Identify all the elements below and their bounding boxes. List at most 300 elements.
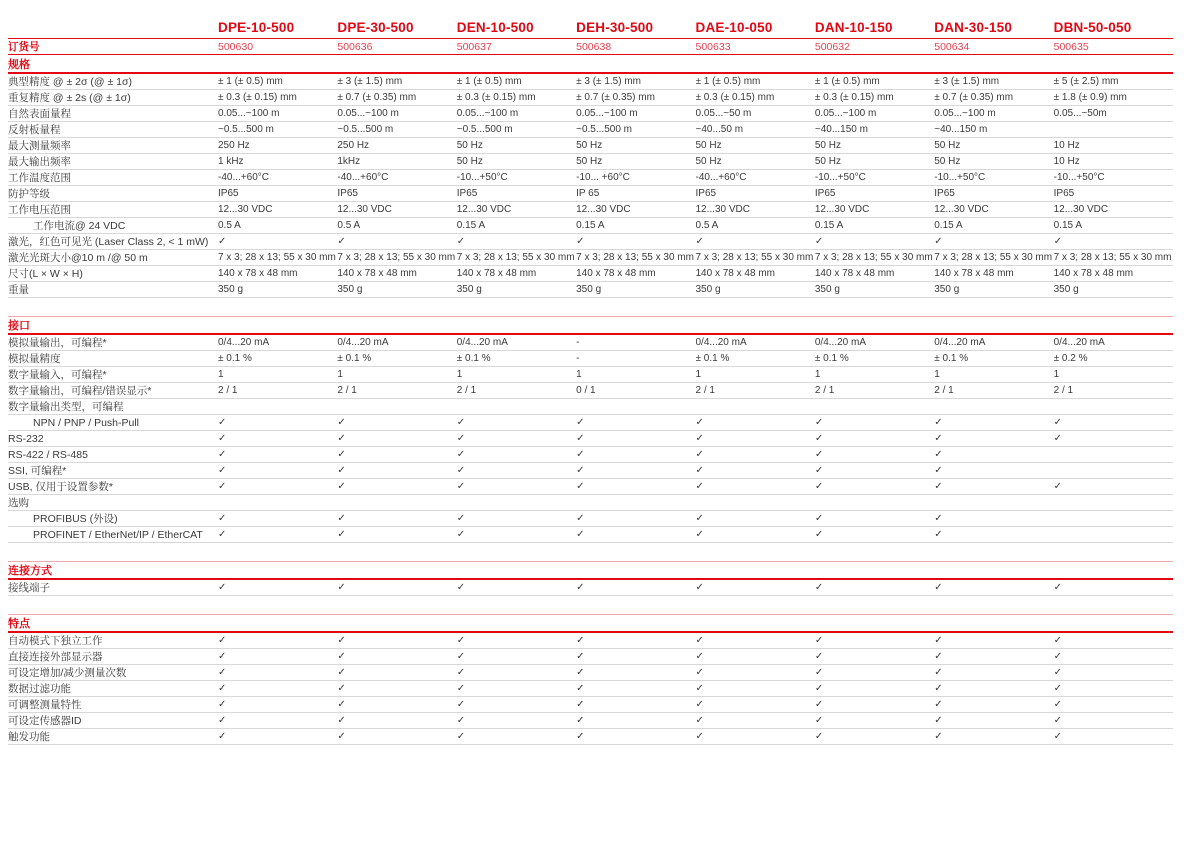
cell-value: ~40...150 m <box>814 124 868 135</box>
cell-value: 0.05...~100 m <box>814 108 877 119</box>
cell-value: 0.15 A <box>576 220 605 231</box>
check-mark: ✓ <box>576 582 585 593</box>
check-mark: ✓ <box>934 433 943 444</box>
check-mark: ✓ <box>814 731 824 742</box>
check-mark: ✓ <box>576 417 585 428</box>
cell-value: 350 g <box>576 284 602 295</box>
row-label: 触发功能 <box>8 731 50 743</box>
row-label: PROFIBUS (外设) <box>33 513 118 525</box>
check-mark: ✓ <box>337 582 346 593</box>
row-label: 自然表面量程 <box>8 108 71 120</box>
check-mark: ✓ <box>337 529 346 540</box>
cell-value: 0/4...20 mA <box>934 337 986 348</box>
spec-row <box>8 234 1173 250</box>
spec-row <box>8 138 1173 154</box>
cell-value: ~40...150 m <box>934 124 988 135</box>
cell-value: ± 5 (± 2.5) mm <box>1053 76 1119 87</box>
check-mark: ✓ <box>218 731 227 742</box>
cell-value: ± 0.3 (± 0.15) mm <box>814 92 894 103</box>
check-mark: ✓ <box>814 699 824 710</box>
spec-row <box>8 266 1173 282</box>
check-mark: ✓ <box>218 635 227 646</box>
spec-row <box>8 351 1173 367</box>
check-mark: ✓ <box>695 513 704 524</box>
check-mark: ✓ <box>337 417 346 428</box>
check-mark: ✓ <box>934 236 943 247</box>
cell-value: ± 0.7 (± 0.35) mm <box>337 92 417 103</box>
cell-value: ± 0.1 % <box>456 353 491 364</box>
cell-value: ± 0.1 % <box>934 353 969 364</box>
cell-value: 50 Hz <box>814 140 841 151</box>
cell-value: IP65 <box>337 188 358 199</box>
check-mark: ✓ <box>218 465 227 476</box>
check-mark: ✓ <box>337 715 346 726</box>
row-label: SSI, 可编程* <box>8 465 67 477</box>
column-header-model: DEH-30-500 <box>576 20 654 35</box>
cell-value: 7 x 3; 28 x 13; 55 x 30 mm <box>1053 252 1172 263</box>
row-label: 工作电压范围 <box>8 204 71 216</box>
check-mark: ✓ <box>218 715 227 726</box>
cell-value: ~0.5...500 m <box>218 124 274 135</box>
check-mark: ✓ <box>1053 651 1063 662</box>
check-mark: ✓ <box>337 465 346 476</box>
cell-value: 50 Hz <box>934 156 961 167</box>
cell-value: ± 0.3 (± 0.15) mm <box>456 92 536 103</box>
spec-row <box>8 697 1173 713</box>
check-mark: ✓ <box>695 417 704 428</box>
cell-value: 140 x 78 x 48 mm <box>337 268 417 279</box>
check-mark: ✓ <box>576 699 585 710</box>
cell-value: ~0.5...500 m <box>456 124 513 135</box>
check-mark: ✓ <box>576 465 585 476</box>
check-mark: ✓ <box>456 731 466 742</box>
cell-value: 0.05...~50m <box>1053 108 1107 119</box>
check-mark: ✓ <box>456 683 466 694</box>
row-label: 防护等级 <box>8 188 50 200</box>
check-mark: ✓ <box>456 529 466 540</box>
check-mark: ✓ <box>814 683 824 694</box>
check-mark: ✓ <box>218 481 227 492</box>
cell-value: 50 Hz <box>456 156 483 167</box>
spec-row <box>8 202 1173 218</box>
spec-row <box>8 431 1173 447</box>
cell-value: ± 1 (± 0.5) mm <box>218 76 283 87</box>
cell-value: ± 0.7 (± 0.35) mm <box>934 92 1014 103</box>
spec-row <box>8 580 1173 596</box>
cell-value: 0.15 A <box>456 220 486 231</box>
cell-value: 12...30 VDC <box>814 204 870 215</box>
column-header-model: DAN-10-150 <box>814 20 893 35</box>
check-mark: ✓ <box>1053 731 1063 742</box>
spec-row <box>8 415 1173 431</box>
cell-value: ± 0.1 % <box>814 353 849 364</box>
cell-value: 10 Hz <box>1053 156 1080 167</box>
check-mark: ✓ <box>695 635 704 646</box>
cell-value: 50 Hz <box>814 156 841 167</box>
check-mark: ✓ <box>456 513 466 524</box>
check-mark: ✓ <box>695 683 704 694</box>
check-mark: ✓ <box>218 449 227 460</box>
spec-row <box>8 74 1173 90</box>
check-mark: ✓ <box>1053 683 1063 694</box>
check-mark: ✓ <box>1053 699 1063 710</box>
cell-value: 1kHz <box>337 156 361 167</box>
cell-value: 7 x 3; 28 x 13; 55 x 30 mm <box>814 252 933 263</box>
cell-value: ± 0.1 % <box>218 353 252 364</box>
check-mark: ✓ <box>337 635 346 646</box>
cell-value: 0/4...20 mA <box>218 337 270 348</box>
cell-value: 2 / 1 <box>934 385 954 396</box>
cell-value: 0.15 A <box>814 220 844 231</box>
cell-value: - <box>576 353 580 364</box>
spec-row <box>8 681 1173 697</box>
cell-value: 140 x 78 x 48 mm <box>576 268 656 279</box>
order-number: 500632 <box>814 40 850 53</box>
cell-value: 1 <box>695 369 702 380</box>
cell-value: 0/4...20 mA <box>695 337 747 348</box>
check-mark: ✓ <box>934 683 943 694</box>
cell-value: IP 65 <box>576 188 600 199</box>
spec-row <box>8 713 1173 729</box>
check-mark: ✓ <box>456 582 466 593</box>
check-mark: ✓ <box>695 715 704 726</box>
cell-value: 250 Hz <box>337 140 370 151</box>
row-label: 数字量输出，可编程/错误显示* <box>8 385 152 397</box>
spec-row <box>8 186 1173 202</box>
cell-value: 350 g <box>456 284 482 295</box>
order-number: 500634 <box>934 40 970 53</box>
cell-value: ± 0.1 % <box>337 353 372 364</box>
section-title-row <box>8 316 1173 335</box>
check-mark: ✓ <box>218 529 227 540</box>
cell-value: 0/4...20 mA <box>814 337 867 348</box>
check-mark: ✓ <box>456 715 466 726</box>
check-mark: ✓ <box>337 667 346 678</box>
cell-value: 0.15 A <box>1053 220 1082 231</box>
cell-value: ± 1 (± 0.5) mm <box>695 76 761 87</box>
check-mark: ✓ <box>456 465 466 476</box>
cell-value: 7 x 3; 28 x 13; 55 x 30 mm <box>456 252 575 263</box>
check-mark: ✓ <box>934 731 943 742</box>
check-mark: ✓ <box>576 731 585 742</box>
check-mark: ✓ <box>456 651 466 662</box>
check-mark: ✓ <box>814 449 824 460</box>
spec-row <box>8 122 1173 138</box>
cell-value: 7 x 3; 28 x 13; 55 x 30 mm <box>934 252 1053 263</box>
cell-value: ± 0.3 (± 0.15) mm <box>695 92 775 103</box>
cell-value: IP65 <box>456 188 478 199</box>
cell-value: 250 Hz <box>218 140 250 151</box>
check-mark: ✓ <box>1053 433 1063 444</box>
cell-value: 140 x 78 x 48 mm <box>814 268 895 279</box>
check-mark: ✓ <box>814 236 824 247</box>
check-mark: ✓ <box>934 635 943 646</box>
cell-value: 1 <box>456 369 463 380</box>
cell-value: 1 <box>218 369 224 380</box>
row-label: 数字量输出类型，可编程 <box>8 401 124 413</box>
cell-value: 50 Hz <box>934 140 961 151</box>
cell-value: 0.05...~100 m <box>456 108 519 119</box>
row-label: 重量 <box>8 284 29 296</box>
spec-row <box>8 527 1173 543</box>
cell-value: 0.5 A <box>695 220 719 231</box>
cell-value: 0.05...~100 m <box>337 108 399 119</box>
cell-value: 350 g <box>814 284 840 295</box>
cell-value: ± 3 (± 1.5) mm <box>934 76 1000 87</box>
row-label: 激光光斑大小@10 m /@ 50 m <box>8 252 148 264</box>
cell-value: 50 Hz <box>695 140 722 151</box>
check-mark: ✓ <box>337 731 346 742</box>
cell-value: 0/4...20 mA <box>337 337 389 348</box>
check-mark: ✓ <box>337 683 346 694</box>
order-row-label: 订货号 <box>8 41 40 53</box>
cell-value: 0/4...20 mA <box>456 337 508 348</box>
cell-value: ± 0.2 % <box>1053 353 1088 364</box>
spec-row <box>8 479 1173 495</box>
cell-value: 50 Hz <box>456 140 483 151</box>
section-title: 特点 <box>8 618 30 630</box>
column-header-model: DAN-30-150 <box>934 20 1013 35</box>
column-header-model: DPE-30-500 <box>337 20 414 35</box>
column-header-model: DAE-10-050 <box>695 20 773 35</box>
section-title: 接口 <box>8 320 30 332</box>
cell-value: -40...+60°C <box>218 172 269 183</box>
row-label: 模拟量输出，可编程* <box>8 337 107 349</box>
cell-value: ± 0.7 (± 0.35) mm <box>576 92 655 103</box>
row-label: 可设定传感器ID <box>8 715 82 727</box>
table-section <box>8 316 1173 543</box>
cell-value: 140 x 78 x 48 mm <box>934 268 1014 279</box>
cell-value: -10...+50°C <box>814 172 866 183</box>
row-label: USB, 仅用于设置参数* <box>8 481 114 493</box>
check-mark: ✓ <box>934 417 943 428</box>
check-mark: ✓ <box>576 449 585 460</box>
cell-value: 50 Hz <box>576 156 603 167</box>
check-mark: ✓ <box>934 449 943 460</box>
check-mark: ✓ <box>695 433 704 444</box>
cell-value: ± 0.1 % <box>695 353 730 364</box>
check-mark: ✓ <box>695 667 704 678</box>
cell-value: 350 g <box>1053 284 1079 295</box>
section-title-row <box>8 561 1173 580</box>
row-label: 重复精度 @ ± 2s (@ ± 1σ) <box>8 92 131 104</box>
check-mark: ✓ <box>695 651 704 662</box>
check-mark: ✓ <box>695 731 704 742</box>
section-title-row <box>8 56 1173 74</box>
check-mark: ✓ <box>1053 667 1063 678</box>
check-mark: ✓ <box>218 513 227 524</box>
spec-row <box>8 154 1173 170</box>
check-mark: ✓ <box>814 651 824 662</box>
cell-value: ~40...50 m <box>695 124 744 135</box>
check-mark: ✓ <box>456 635 466 646</box>
cell-value: 0.05...~100 m <box>218 108 280 119</box>
cell-value: 350 g <box>218 284 244 295</box>
cell-value: -10...+50°C <box>1053 172 1105 183</box>
spec-row <box>8 282 1173 298</box>
model-header-row <box>8 20 1173 38</box>
cell-value: 1 <box>576 369 582 380</box>
check-mark: ✓ <box>1053 417 1063 428</box>
cell-value: 7 x 3; 28 x 13; 55 x 30 mm <box>218 252 336 263</box>
check-mark: ✓ <box>814 715 824 726</box>
row-label: 尺寸(L × W × H) <box>8 268 83 280</box>
row-label: 模拟量精度 <box>8 353 61 365</box>
table-section <box>8 56 1173 298</box>
cell-value: 0 / 1 <box>576 385 596 396</box>
check-mark: ✓ <box>576 513 585 524</box>
cell-value: -40...+60°C <box>337 172 389 183</box>
cell-value: 140 x 78 x 48 mm <box>1053 268 1134 279</box>
cell-value: 12...30 VDC <box>695 204 750 215</box>
check-mark: ✓ <box>695 582 704 593</box>
check-mark: ✓ <box>218 433 227 444</box>
column-header-model: DPE-10-500 <box>218 20 295 35</box>
cell-value: 0.5 A <box>218 220 241 231</box>
spec-row <box>8 511 1173 527</box>
check-mark: ✓ <box>337 481 346 492</box>
check-mark: ✓ <box>934 651 943 662</box>
cell-value: -10... +60°C <box>576 172 630 183</box>
check-mark: ✓ <box>695 699 704 710</box>
spec-row <box>8 218 1173 234</box>
check-mark: ✓ <box>1053 715 1063 726</box>
cell-value: 50 Hz <box>695 156 722 167</box>
check-mark: ✓ <box>337 236 346 247</box>
cell-value: ~0.5...500 m <box>576 124 632 135</box>
check-mark: ✓ <box>337 433 346 444</box>
row-label: 数据过滤功能 <box>8 683 71 695</box>
cell-value: 7 x 3; 28 x 13; 55 x 30 mm <box>576 252 694 263</box>
cell-value: 2 / 1 <box>218 385 238 396</box>
cell-value: 12...30 VDC <box>218 204 273 215</box>
cell-value: 10 Hz <box>1053 140 1080 151</box>
check-mark: ✓ <box>814 433 824 444</box>
section-title: 连接方式 <box>8 565 52 577</box>
check-mark: ✓ <box>934 481 943 492</box>
spec-row <box>8 463 1173 479</box>
cell-value: -40...+60°C <box>695 172 747 183</box>
cell-value: ± 3 (± 1.5) mm <box>576 76 641 87</box>
row-label: 可调整测量特性 <box>8 699 82 711</box>
order-number: 500637 <box>456 40 492 53</box>
check-mark: ✓ <box>814 417 824 428</box>
order-number-row <box>8 38 1173 55</box>
table-section <box>8 614 1173 745</box>
cell-value: 2 / 1 <box>337 385 357 396</box>
cell-value: -10...+50°C <box>456 172 508 183</box>
check-mark: ✓ <box>456 699 466 710</box>
check-mark: ✓ <box>576 667 585 678</box>
row-label: RS-232 <box>8 432 44 445</box>
spec-row <box>8 447 1173 463</box>
check-mark: ✓ <box>814 667 824 678</box>
check-mark: ✓ <box>1053 236 1063 247</box>
cell-value: 0/4...20 mA <box>1053 337 1105 348</box>
cell-value: IP65 <box>218 188 239 199</box>
check-mark: ✓ <box>456 433 466 444</box>
cell-value: -10...+50°C <box>934 172 986 183</box>
check-mark: ✓ <box>934 667 943 678</box>
check-mark: ✓ <box>934 582 943 593</box>
spec-row <box>8 665 1173 681</box>
check-mark: ✓ <box>337 699 346 710</box>
spec-row <box>8 250 1173 266</box>
row-label: 自动模式下独立工作 <box>8 635 103 647</box>
check-mark: ✓ <box>695 236 704 247</box>
check-mark: ✓ <box>218 683 227 694</box>
order-number: 500630 <box>218 40 254 53</box>
order-number: 500636 <box>337 40 373 53</box>
cell-value: 1 <box>934 369 940 380</box>
check-mark: ✓ <box>456 417 466 428</box>
check-mark: ✓ <box>576 236 585 247</box>
cell-value: 12...30 VDC <box>934 204 989 215</box>
check-mark: ✓ <box>218 699 227 710</box>
row-label: PROFINET / EtherNet/IP / EtherCAT <box>33 528 203 541</box>
spec-row <box>8 649 1173 665</box>
check-mark: ✓ <box>456 449 466 460</box>
cell-value: 2 / 1 <box>695 385 715 396</box>
check-mark: ✓ <box>456 481 466 492</box>
cell-value: ± 0.3 (± 0.15) mm <box>218 92 297 103</box>
check-mark: ✓ <box>934 513 943 524</box>
cell-value: IP65 <box>695 188 717 199</box>
column-header-model: DBN-50-050 <box>1053 20 1132 35</box>
cell-value: 12...30 VDC <box>337 204 392 215</box>
check-mark: ✓ <box>337 449 346 460</box>
row-label: 直接连接外部显示器 <box>8 651 103 663</box>
section-title: 规格 <box>8 59 30 71</box>
check-mark: ✓ <box>218 651 227 662</box>
cell-value: 2 / 1 <box>456 385 477 396</box>
check-mark: ✓ <box>576 635 585 646</box>
cell-value: ~0.5...500 m <box>337 124 394 135</box>
row-label: 激光，红色可见光 (Laser Class 2, < 1 mW) <box>8 236 209 248</box>
spec-comparison-table <box>8 20 1173 745</box>
cell-value: 0.05...~100 m <box>934 108 996 119</box>
check-mark: ✓ <box>456 667 466 678</box>
cell-value: 7 x 3; 28 x 13; 55 x 30 mm <box>695 252 814 263</box>
spec-row <box>8 367 1173 383</box>
check-mark: ✓ <box>934 529 943 540</box>
cell-value: ± 1 (± 0.5) mm <box>814 76 880 87</box>
cell-value: 2 / 1 <box>814 385 835 396</box>
check-mark: ✓ <box>576 715 585 726</box>
row-label: 典型精度 @ ± 2σ (@ ± 1σ) <box>8 76 132 88</box>
check-mark: ✓ <box>814 465 824 476</box>
check-mark: ✓ <box>934 715 943 726</box>
cell-value: 0.05...~100 m <box>576 108 638 119</box>
check-mark: ✓ <box>218 417 227 428</box>
row-label: 数字量输入，可编程* <box>8 369 107 381</box>
row-label: 反射板量程 <box>8 124 61 136</box>
check-mark: ✓ <box>814 481 824 492</box>
check-mark: ✓ <box>576 651 585 662</box>
row-label: 工作电流@ 24 VDC <box>33 220 126 232</box>
cell-value: 12...30 VDC <box>576 204 631 215</box>
check-mark: ✓ <box>695 529 704 540</box>
order-number: 500635 <box>1053 40 1089 53</box>
check-mark: ✓ <box>1053 582 1063 593</box>
sub-section-row <box>8 399 1173 415</box>
check-mark: ✓ <box>814 635 824 646</box>
cell-value: ± 1.8 (± 0.9) mm <box>1053 92 1127 103</box>
sub-section-row <box>8 495 1173 511</box>
row-label: 接线端子 <box>8 582 50 594</box>
cell-value: IP65 <box>934 188 955 199</box>
spec-row <box>8 106 1173 122</box>
